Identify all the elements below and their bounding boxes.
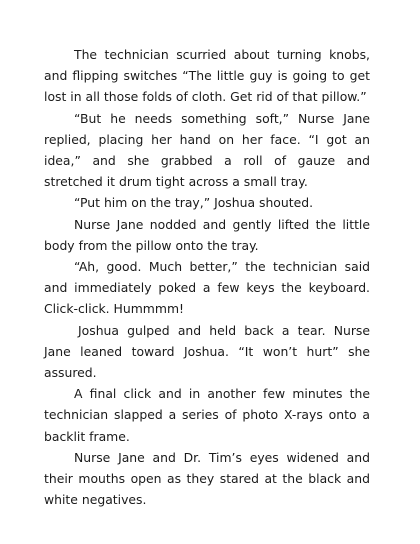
paragraph: “But he needs something soft,” Nurse Jane replied, placing her hand on her face. “I got an idea,” and she grabbed a roll of gauze and stretched it drum tight across a small tray.	[44, 110, 370, 190]
paragraph: Nurse Jane nodded and gently lifted the little body from the pillow onto the tray.	[44, 216, 370, 253]
document-page	[44, 44, 370, 510]
paragraph: A final click and in another few minutes the technician slapped a series of photo X-rays onto a backlit frame.	[44, 386, 370, 444]
paragraph: Joshua gulped and held back a tear. Nurse Jane leaned toward Joshua. “It won’t hurt” she assured.	[44, 322, 370, 381]
paragraph: Nurse Jane and Dr. Tim’s eyes widened and their mouths open as they stared at the black and white negatives.	[44, 449, 370, 508]
paragraph: “Put him on the tray,” Joshua shouted.	[74, 195, 314, 211]
paragraph: “Ah, good. Much better,” the technician said and immediately poked a few keys the keyboard. Click-click. Hummmm!	[44, 259, 370, 317]
paragraph: The technician scurried about turning knobs, and flipping switches “The little guy is going to get lost in all those folds of cloth. Get rid of that pillow.”	[44, 47, 370, 105]
